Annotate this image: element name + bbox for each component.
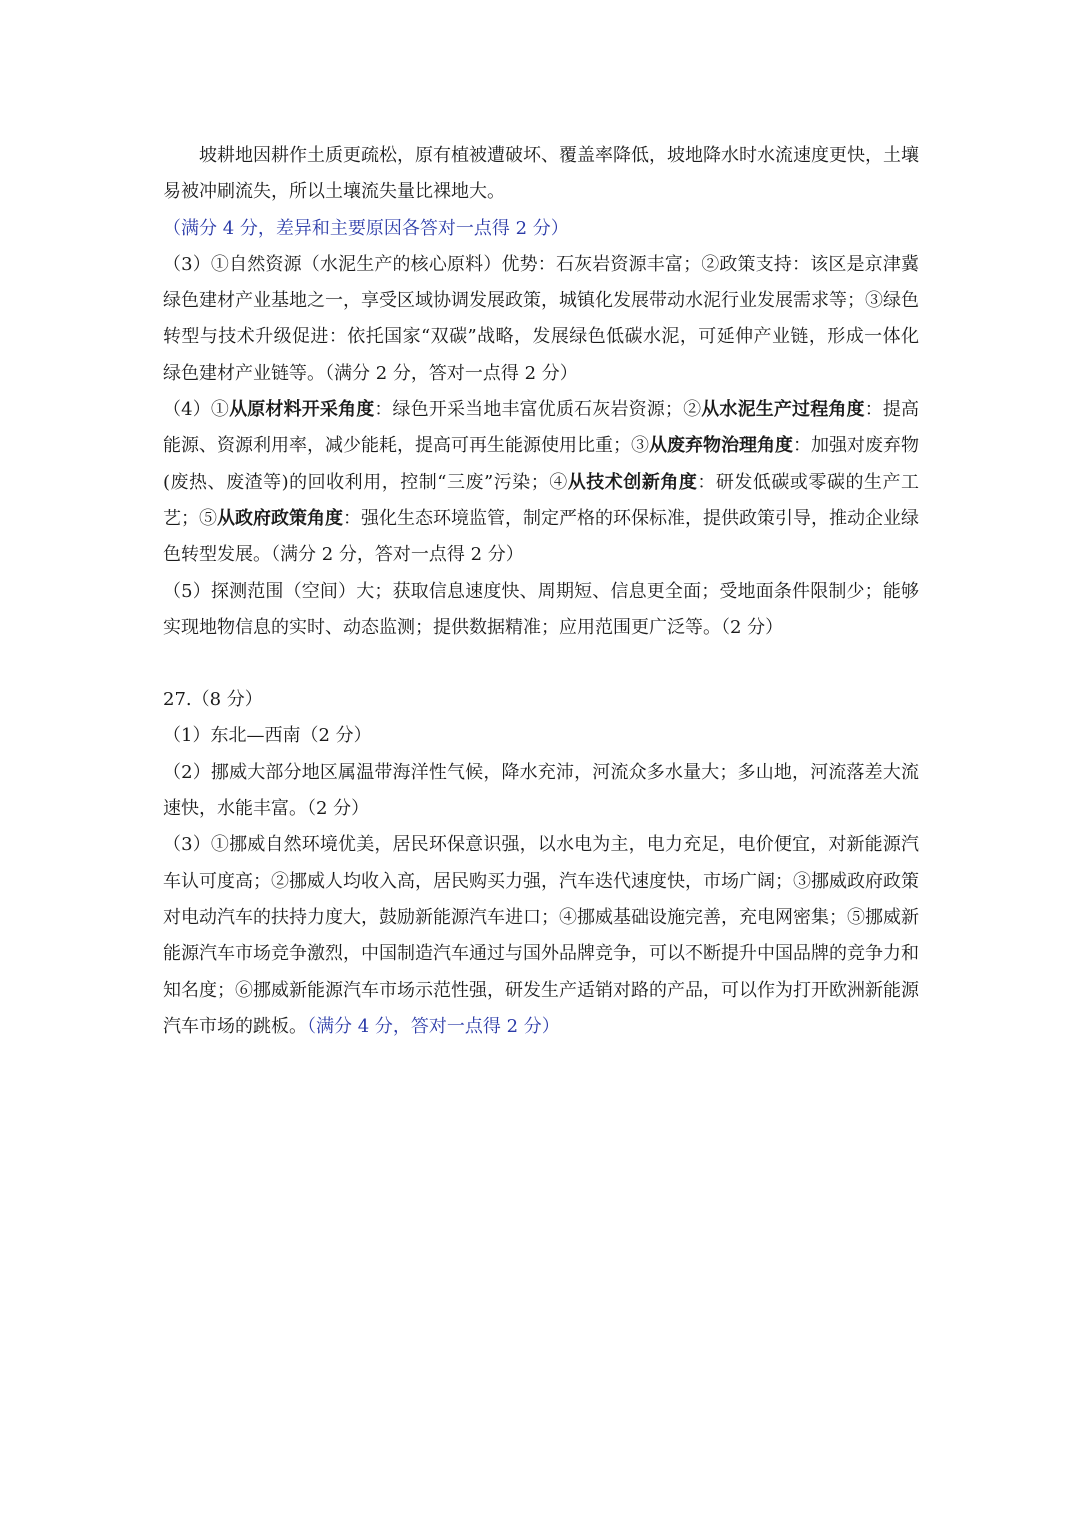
q26-4-angle-production: 从水泥生产过程角度 bbox=[701, 399, 865, 421]
q26-4-text-2: ：提高能源、资源利用率，减少能耗，提高可再生能源使用比重；③ bbox=[163, 399, 920, 457]
q26-4-angle-policy: 从政府政策角度 bbox=[217, 507, 343, 529]
q26-4-angle-technology: 从技术创新角度 bbox=[567, 471, 698, 493]
q26-2-score-note: （满分 4 分，差异和主要原因各答对一点得 2 分） bbox=[163, 217, 569, 239]
q26-4-text-3: ：加强对废弃物(废热、废渣等)的回收利用，控制“三废”污染；④ bbox=[163, 435, 919, 493]
q27-3-answer bbox=[163, 827, 919, 1045]
q26-4-prefix: （4）① bbox=[163, 399, 230, 421]
q26-5-answer: （5）探测范围（空间）大；获取信息速度快、周期短、信息更全面；受地面条件限制少；能够实现地物信息的实时、动态监测；提供数据精准；应用范围更广泛等。（2 分） bbox=[163, 580, 919, 638]
q26-4-text-4: ：研发低碳或零碳的生产工艺；⑤ bbox=[163, 471, 920, 529]
q26-4-answer bbox=[163, 392, 919, 573]
answer-content bbox=[163, 138, 919, 1045]
q26-4-angle-raw-material: 从原材料开采角度 bbox=[229, 399, 375, 421]
q26-4-text-1: ：绿色开采当地丰富优质石灰岩资源；② bbox=[374, 399, 702, 421]
q26-2-reason-paragraph: 坡耕地因耕作土质更疏松，原有植被遭破坏、覆盖率降低，坡地降水时水流速度更快，土壤易被冲刷流失，所以土壤流失量比裸地大。 bbox=[163, 145, 919, 203]
section-gap bbox=[163, 646, 919, 682]
q26-4-angle-waste: 从废弃物治理角度 bbox=[649, 435, 793, 457]
q27-heading: 27.（8 分） bbox=[163, 689, 263, 711]
q27-2-answer: （2）挪威大部分地区属温带海洋性气候，降水充沛，河流众多水量大；多山地，河流落差大流速快，水能丰富。（2 分） bbox=[163, 761, 919, 820]
q26-3-answer: （3）①自然资源（水泥生产的核心原料）优势：石灰岩资源丰富；②政策支持：该区是京津冀绿色建材产业基地之一，享受区域协调发展政策，城镇化发展带动水泥行业发展需求等；③绿色转型与技术升级促进：依托国家“双碳”战略，发展绿色低碳水泥，可延伸产业链，形成一体化绿色建材产业链等。（满分 2 分，答对一点得 2 分） bbox=[163, 253, 919, 384]
q27-3-score-note: （满分 4 分，答对一点得 2 分） bbox=[307, 1015, 560, 1037]
q27-1-answer: （1）东北—西南（2 分） bbox=[163, 725, 372, 747]
q27-3-text: （3）①挪威自然环境优美，居民环保意识强，以水电为主，电力充足，电价便宜，对新能源汽车认可度高；②挪威人均收入高，居民购买力强，汽车迭代速度快，市场广阔；③挪威政府政策对电动汽车的扶持力度大，鼓励新能源汽车进口；④挪威基础设施完善，充电网密集；⑤挪威新能源汽车市场竞争激烈，中国制造汽车通过与国外品牌竞争，可以不断提升中国品牌的竞争力和知名度；⑥挪威新能源汽车市场示范性强，研发生产适销对路的产品，可以作为打开欧洲新能源汽车市场的跳板。 bbox=[163, 834, 919, 1037]
q26-4-text-5: ：强化生态环境监管，制定严格的环保标准，提供政策引导，推动企业绿色转型发展。（满分 2 分，答对一点得 2 分） bbox=[163, 507, 919, 566]
